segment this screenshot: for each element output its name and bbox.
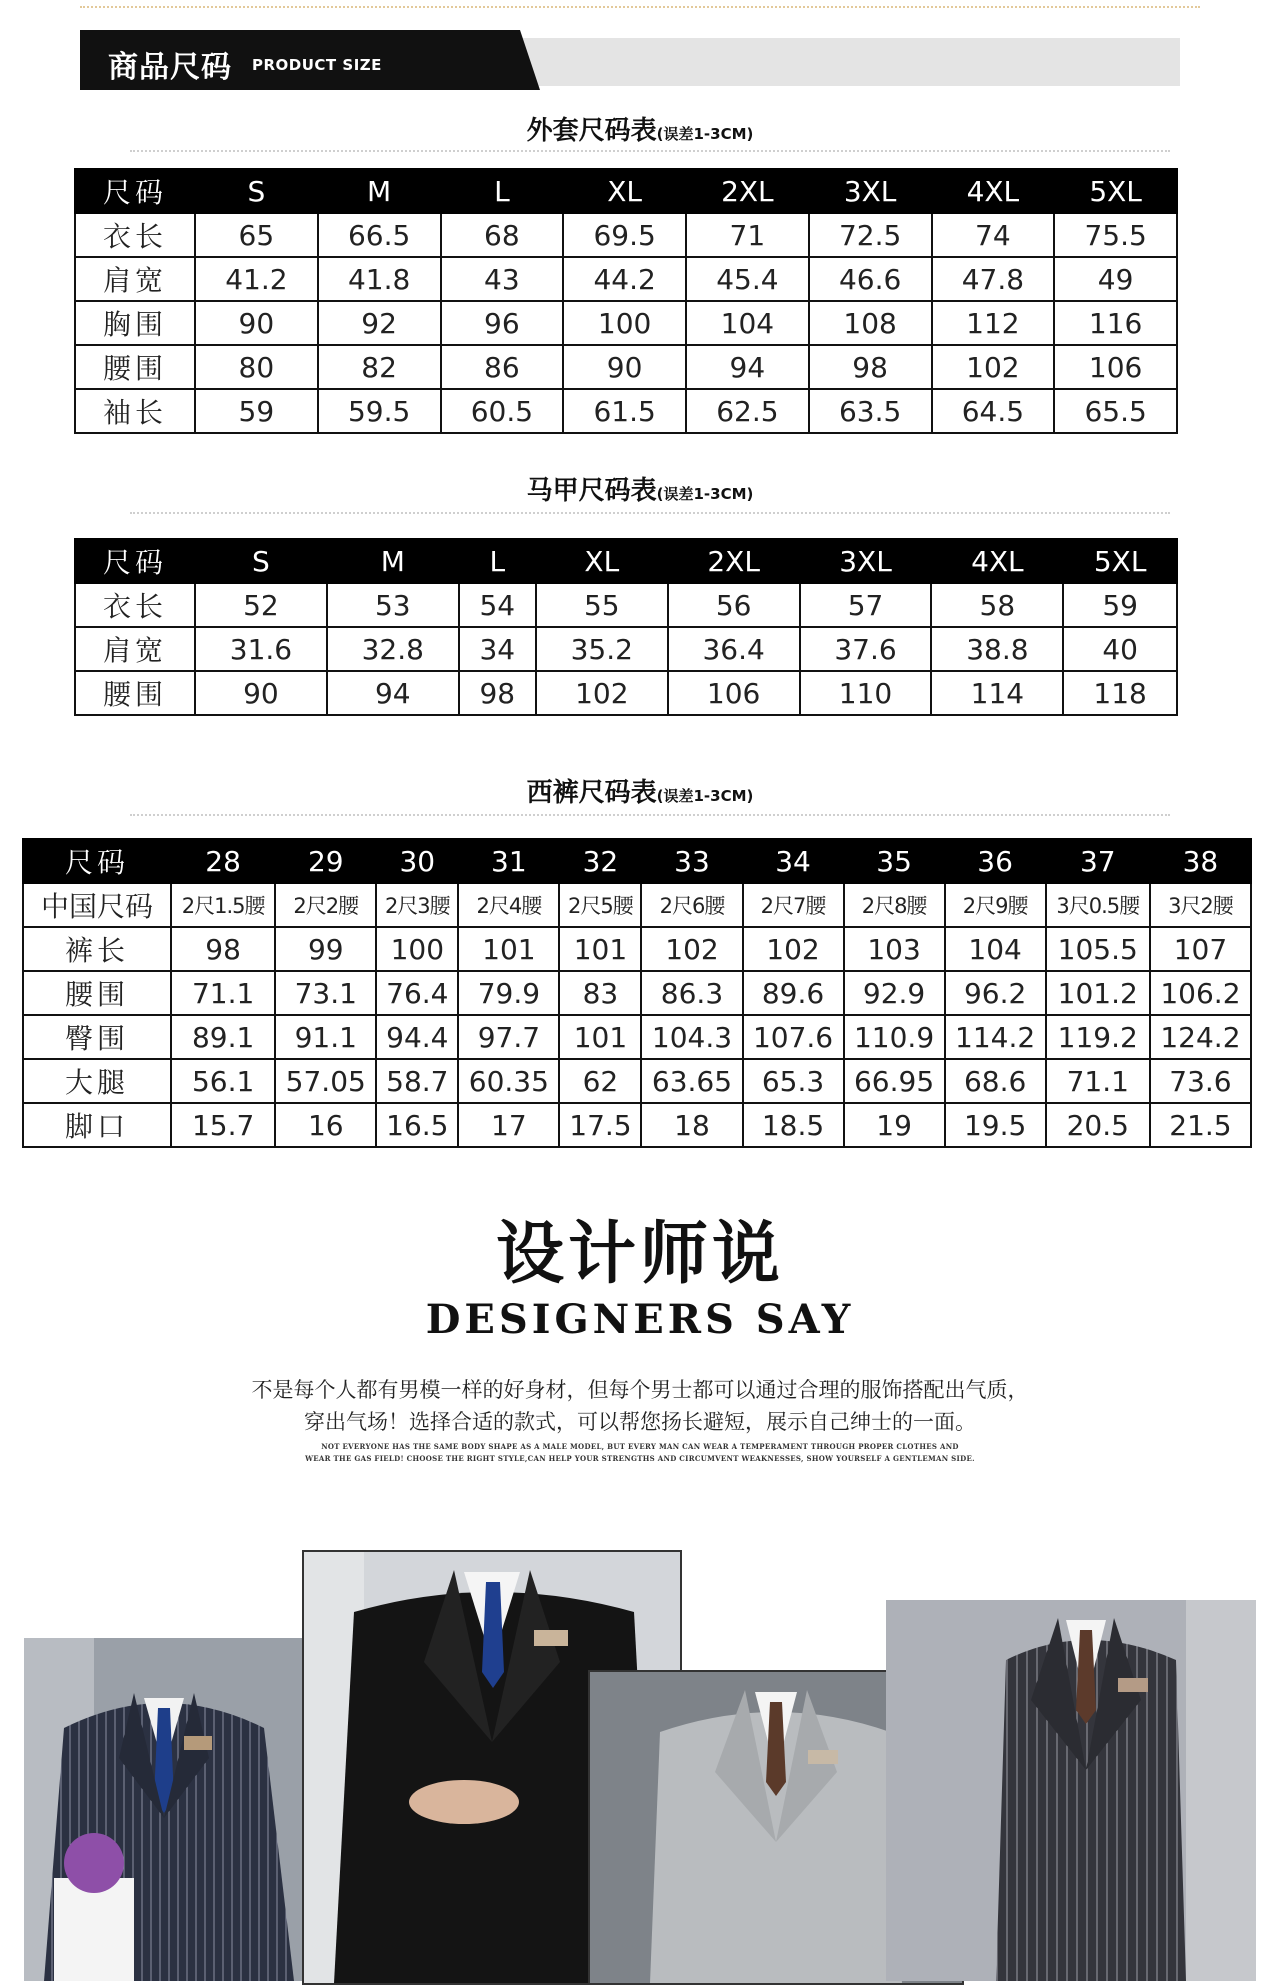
row-label: 衣长 xyxy=(75,583,195,627)
size-cell: S xyxy=(195,169,318,213)
size-cell: 16.5 xyxy=(376,1103,458,1147)
table-row xyxy=(23,927,1251,971)
size-cell: 102 xyxy=(641,927,742,971)
size-cell: 3XL xyxy=(809,169,932,213)
size-cell: 119.2 xyxy=(1046,1015,1150,1059)
size-cell: 107.6 xyxy=(743,1015,844,1059)
size-cell: 71 xyxy=(686,213,809,257)
charcoal-pinstripe-suit-illustration xyxy=(886,1600,1256,1981)
size-cell: 30 xyxy=(376,839,458,883)
size-cell: 107 xyxy=(1150,927,1251,971)
row-label: 肩宽 xyxy=(75,257,195,301)
row-label: 腰围 xyxy=(75,671,195,715)
table-row xyxy=(75,627,1177,671)
size-cell: 90 xyxy=(195,671,327,715)
banner-gray-bar xyxy=(520,38,1180,86)
jacket-title-text: 外套尺码表 xyxy=(526,116,657,146)
size-cell: 101 xyxy=(559,927,641,971)
size-cell: 4XL xyxy=(932,169,1055,213)
pants-size-table xyxy=(22,838,1252,1148)
size-cell: 45.4 xyxy=(686,257,809,301)
designer-text-line2: 穿出气场！选择合适的款式，可以帮您扬长避短，展示自己绅士的一面。 xyxy=(304,1410,976,1434)
size-cell: 5XL xyxy=(1054,169,1177,213)
size-cell: 43 xyxy=(441,257,564,301)
size-cell: 31 xyxy=(458,839,559,883)
size-cell: 20.5 xyxy=(1046,1103,1150,1147)
size-cell: 100 xyxy=(376,927,458,971)
size-cell: 58.7 xyxy=(376,1059,458,1103)
size-cell: 102 xyxy=(536,671,668,715)
vest-table-title xyxy=(0,470,1280,507)
size-cell: 94.4 xyxy=(376,1015,458,1059)
size-cell: 106.2 xyxy=(1150,971,1251,1015)
size-cell: 41.8 xyxy=(318,257,441,301)
row-label: 中国尺码 xyxy=(23,883,171,927)
size-cell: 74 xyxy=(932,213,1055,257)
size-cell: 29 xyxy=(275,839,376,883)
size-cell: 52 xyxy=(195,583,327,627)
size-cell: 104 xyxy=(686,301,809,345)
size-cell: 17.5 xyxy=(559,1103,641,1147)
size-cell: 105.5 xyxy=(1046,927,1150,971)
size-cell: 2XL xyxy=(668,539,800,583)
size-cell: 36 xyxy=(945,839,1046,883)
size-cell: 34 xyxy=(459,627,536,671)
table-row xyxy=(23,1103,1251,1147)
table-row xyxy=(75,389,1177,433)
size-cell: 63.5 xyxy=(809,389,932,433)
pants-divider xyxy=(130,814,1170,816)
size-cell: 60.35 xyxy=(458,1059,559,1103)
size-cell: 64.5 xyxy=(932,389,1055,433)
size-cell: 72.5 xyxy=(809,213,932,257)
size-cell: 18 xyxy=(641,1103,742,1147)
size-cell: 110.9 xyxy=(844,1015,945,1059)
size-cell: 35.2 xyxy=(536,627,668,671)
size-cell: 90 xyxy=(195,301,318,345)
table-row xyxy=(75,583,1177,627)
size-cell: 58 xyxy=(931,583,1063,627)
size-cell: 3尺2腰 xyxy=(1150,883,1251,927)
size-cell: 96.2 xyxy=(945,971,1046,1015)
navy-pinstripe-suit-illustration xyxy=(24,1638,304,1981)
size-cell: M xyxy=(318,169,441,213)
size-cell: 17 xyxy=(458,1103,559,1147)
size-cell: 94 xyxy=(327,671,459,715)
size-cell: 101 xyxy=(458,927,559,971)
size-cell: 101 xyxy=(559,1015,641,1059)
size-cell: 57.05 xyxy=(275,1059,376,1103)
size-cell: 38 xyxy=(1150,839,1251,883)
size-cell: 59.5 xyxy=(318,389,441,433)
size-cell: 65 xyxy=(195,213,318,257)
banner-title-en: PRODUCT SIZE xyxy=(252,56,382,74)
size-cell: 40 xyxy=(1063,627,1177,671)
size-cell: 68 xyxy=(441,213,564,257)
size-cell: 92 xyxy=(318,301,441,345)
size-cell: 62.5 xyxy=(686,389,809,433)
size-cell: 71.1 xyxy=(171,971,275,1015)
size-cell: 106 xyxy=(1054,345,1177,389)
size-cell: 2尺9腰 xyxy=(945,883,1046,927)
size-cell: 15.7 xyxy=(171,1103,275,1147)
size-cell: 16 xyxy=(275,1103,376,1147)
row-label: 腰围 xyxy=(23,971,171,1015)
row-label: 裤长 xyxy=(23,927,171,971)
header-row xyxy=(23,839,1251,883)
designer-title-cn: 设计师说 xyxy=(495,1214,784,1294)
size-cell: 104 xyxy=(945,927,1046,971)
size-cell: 2尺4腰 xyxy=(458,883,559,927)
size-cell: 47.8 xyxy=(932,257,1055,301)
size-cell: 76.4 xyxy=(376,971,458,1015)
table-row xyxy=(23,1059,1251,1103)
size-cell: 19.5 xyxy=(945,1103,1046,1147)
size-cell: 73.6 xyxy=(1150,1059,1251,1103)
model-photo-4 xyxy=(886,1600,1256,1981)
size-cell: 80 xyxy=(195,345,318,389)
size-cell: 102 xyxy=(932,345,1055,389)
vest-size-table xyxy=(74,538,1178,716)
table-row xyxy=(75,345,1177,389)
banner-title-cn: 商品尺码 xyxy=(108,50,232,85)
size-cell: 56.1 xyxy=(171,1059,275,1103)
designer-text-en2: WEAR THE GAS FIELD! CHOOSE THE RIGHT STYLE,CAN HELP YOUR STRENGTHS AND CIRCUMVENT WEAKNESSES, SHOW YOURSELF A GENTLEMAN SIDE. xyxy=(305,1454,975,1463)
size-cell: 41.2 xyxy=(195,257,318,301)
jacket-note: (误差1-3CM) xyxy=(656,125,754,143)
size-cell: 100 xyxy=(563,301,686,345)
table-row xyxy=(23,1015,1251,1059)
row-label: 衣长 xyxy=(75,213,195,257)
size-cell: 2尺2腰 xyxy=(275,883,376,927)
size-cell: 21.5 xyxy=(1150,1103,1251,1147)
designer-text-en1: NOT EVERYONE HAS THE SAME BODY SHAPE AS A MALE MODEL, BUT EVERY MAN CAN WEAR A TEMPERAMENT THROUGH PROPER CLOTHES AND xyxy=(321,1442,959,1451)
designer-text-line1: 不是每个人都有男模一样的好身材，但每个男士都可以通过合理的服饰搭配出气质， xyxy=(251,1378,1029,1402)
size-cell: XL xyxy=(563,169,686,213)
size-cell: 98 xyxy=(809,345,932,389)
size-cell: 36.4 xyxy=(668,627,800,671)
size-cell: 2尺1.5腰 xyxy=(171,883,275,927)
jacket-size-table xyxy=(74,168,1178,434)
row-label: 胸围 xyxy=(75,301,195,345)
size-cell: 35 xyxy=(844,839,945,883)
size-cell: 99 xyxy=(275,927,376,971)
size-cell: 55 xyxy=(536,583,668,627)
size-cell: 53 xyxy=(327,583,459,627)
size-cell: 33 xyxy=(641,839,742,883)
size-cell: 102 xyxy=(743,927,844,971)
size-cell: 38.8 xyxy=(931,627,1063,671)
size-cell: 101.2 xyxy=(1046,971,1150,1015)
row-label: 脚口 xyxy=(23,1103,171,1147)
size-cell: 103 xyxy=(844,927,945,971)
size-cell: S xyxy=(195,539,327,583)
size-cell: M xyxy=(327,539,459,583)
cn-size-row xyxy=(23,883,1251,927)
jacket-divider xyxy=(130,150,1170,152)
size-cell: 44.2 xyxy=(563,257,686,301)
size-cell: 98 xyxy=(171,927,275,971)
size-cell: 3尺0.5腰 xyxy=(1046,883,1150,927)
size-cell: 2尺3腰 xyxy=(376,883,458,927)
size-cell: 4XL xyxy=(931,539,1063,583)
size-cell: L xyxy=(441,169,564,213)
table-row xyxy=(75,301,1177,345)
size-cell: 106 xyxy=(668,671,800,715)
pants-note: (误差1-3CM) xyxy=(656,787,754,805)
size-cell: 118 xyxy=(1063,671,1177,715)
size-cell: 61.5 xyxy=(563,389,686,433)
row-label: 肩宽 xyxy=(75,627,195,671)
size-cell: 98 xyxy=(459,671,536,715)
header-row xyxy=(75,539,1177,583)
size-cell: 60.5 xyxy=(441,389,564,433)
size-cell: 104.3 xyxy=(641,1015,742,1059)
row-label: 袖长 xyxy=(75,389,195,433)
model-photo-1 xyxy=(24,1638,304,1981)
vest-note: (误差1-3CM) xyxy=(656,485,754,503)
size-cell: 66.5 xyxy=(318,213,441,257)
size-cell: 97.7 xyxy=(458,1015,559,1059)
table-row xyxy=(75,671,1177,715)
size-cell: 124.2 xyxy=(1150,1015,1251,1059)
size-cell: 82 xyxy=(318,345,441,389)
table-row xyxy=(75,257,1177,301)
vest-divider xyxy=(130,512,1170,514)
size-cell: 75.5 xyxy=(1054,213,1177,257)
size-cell: 19 xyxy=(844,1103,945,1147)
size-cell: 2尺7腰 xyxy=(743,883,844,927)
designer-title-en: DESIGNERS SAY xyxy=(425,1296,855,1343)
size-cell: 96 xyxy=(441,301,564,345)
top-divider xyxy=(80,6,1200,8)
size-cell: 108 xyxy=(809,301,932,345)
vest-title-text: 马甲尺码表 xyxy=(526,476,657,506)
size-cell: 32 xyxy=(559,839,641,883)
size-cell: 57 xyxy=(800,583,932,627)
row-label: 腰围 xyxy=(75,345,195,389)
size-cell: 114 xyxy=(931,671,1063,715)
row-label: 臀围 xyxy=(23,1015,171,1059)
pants-title-text: 西裤尺码表 xyxy=(526,778,657,808)
size-cell: 110 xyxy=(800,671,932,715)
size-cell: 62 xyxy=(559,1059,641,1103)
size-cell: 37 xyxy=(1046,839,1150,883)
product-size-banner xyxy=(80,30,1180,96)
size-cell: 31.6 xyxy=(195,627,327,671)
pants-table-title xyxy=(0,772,1280,809)
size-cell: 86 xyxy=(441,345,564,389)
size-cell: 49 xyxy=(1054,257,1177,301)
size-cell: 2尺8腰 xyxy=(844,883,945,927)
size-cell: 65.5 xyxy=(1054,389,1177,433)
size-cell: 32.8 xyxy=(327,627,459,671)
size-cell: 90 xyxy=(563,345,686,389)
row-label: 尺码 xyxy=(23,839,171,883)
size-cell: 83 xyxy=(559,971,641,1015)
row-label: 大腿 xyxy=(23,1059,171,1103)
size-cell: 66.95 xyxy=(844,1059,945,1103)
size-cell: 46.6 xyxy=(809,257,932,301)
size-cell: 54 xyxy=(459,583,536,627)
size-cell: 18.5 xyxy=(743,1103,844,1147)
size-cell: 89.6 xyxy=(743,971,844,1015)
size-cell: XL xyxy=(536,539,668,583)
row-label: 尺码 xyxy=(75,169,195,213)
size-cell: 28 xyxy=(171,839,275,883)
size-cell: 91.1 xyxy=(275,1015,376,1059)
size-cell: 63.65 xyxy=(641,1059,742,1103)
size-cell: 2尺5腰 xyxy=(559,883,641,927)
size-cell: 2XL xyxy=(686,169,809,213)
size-cell: L xyxy=(459,539,536,583)
size-cell: 112 xyxy=(932,301,1055,345)
size-cell: 34 xyxy=(743,839,844,883)
size-cell: 59 xyxy=(1063,583,1177,627)
jacket-table-title xyxy=(0,110,1280,147)
size-cell: 94 xyxy=(686,345,809,389)
size-cell: 73.1 xyxy=(275,971,376,1015)
table-row xyxy=(75,213,1177,257)
size-cell: 79.9 xyxy=(458,971,559,1015)
size-cell: 116 xyxy=(1054,301,1177,345)
size-cell: 5XL xyxy=(1063,539,1177,583)
size-cell: 2尺6腰 xyxy=(641,883,742,927)
size-cell: 56 xyxy=(668,583,800,627)
size-cell: 37.6 xyxy=(800,627,932,671)
size-cell: 65.3 xyxy=(743,1059,844,1103)
size-cell: 86.3 xyxy=(641,971,742,1015)
row-label: 尺码 xyxy=(75,539,195,583)
size-cell: 89.1 xyxy=(171,1015,275,1059)
size-cell: 114.2 xyxy=(945,1015,1046,1059)
size-cell: 68.6 xyxy=(945,1059,1046,1103)
size-cell: 3XL xyxy=(800,539,932,583)
size-cell: 59 xyxy=(195,389,318,433)
size-cell: 69.5 xyxy=(563,213,686,257)
size-cell: 92.9 xyxy=(844,971,945,1015)
header-row xyxy=(75,169,1177,213)
size-cell: 71.1 xyxy=(1046,1059,1150,1103)
table-row xyxy=(23,971,1251,1015)
